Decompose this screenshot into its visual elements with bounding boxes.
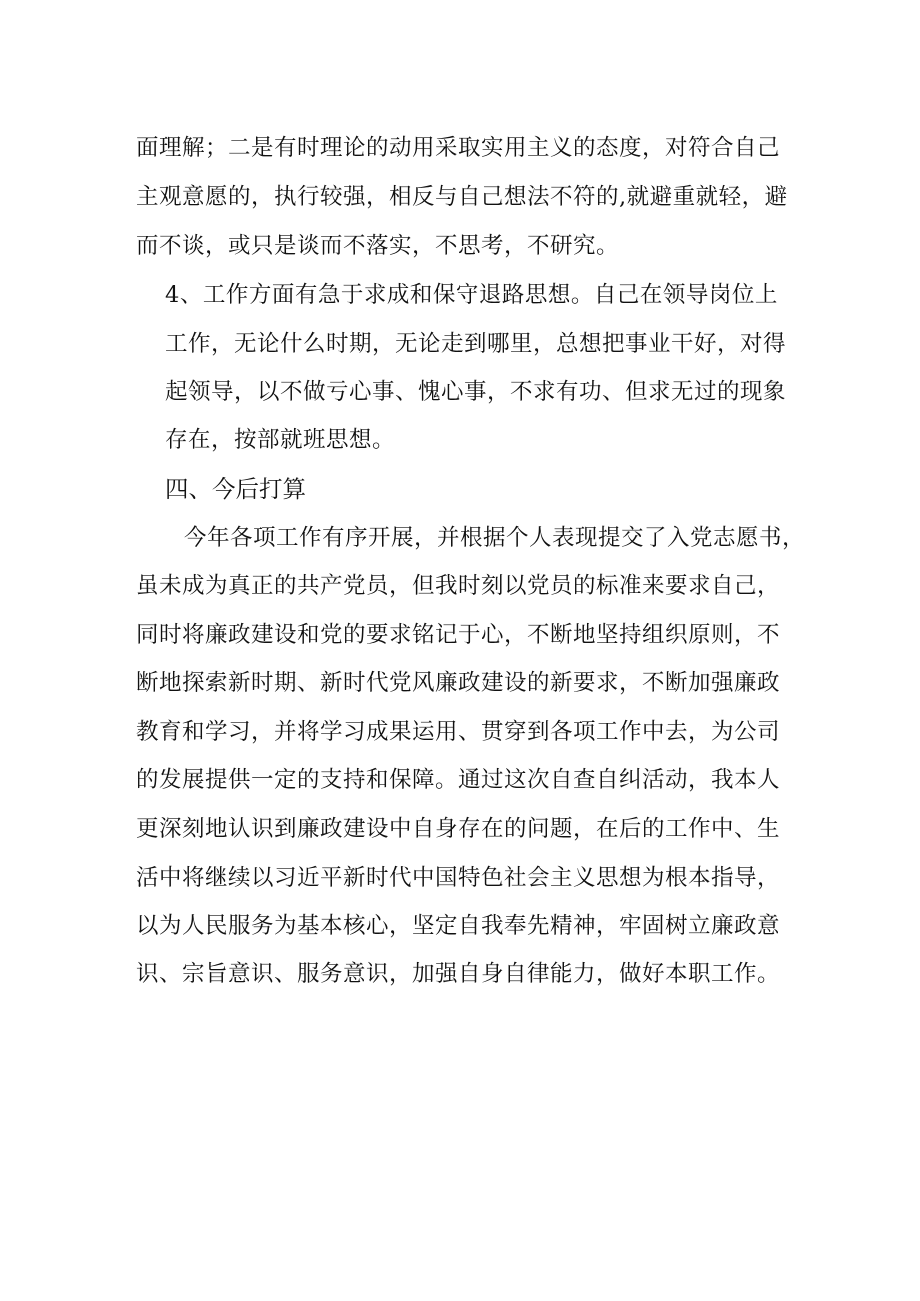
paragraph-line: 断地探索新时期、新时代党风廉政建设的新要求，不断加强廉政 xyxy=(136,670,781,696)
paragraph-line: 同时将廉政建设和党的要求铭记于心，不断地坚持组织原则，不 xyxy=(136,622,781,648)
paragraph-line: 教育和学习，并将学习成果运用、贯穿到各项工作中去，为公司 xyxy=(136,719,781,745)
paragraph-line: 面理解；二是有时理论的动用采取实用主义的态度，对符合自己 xyxy=(136,135,781,161)
section-4-heading: 四、今后打算 xyxy=(165,475,306,503)
paragraph-line: 更深刻地认识到廉政建设中自身存在的问题，在后的工作中、生 xyxy=(136,816,781,842)
paragraph-line: 工作，无论什么时期，无论走到哪里，总想把事业干好，对得 xyxy=(165,331,787,357)
paragraph-line: 活中将继续以习近平新时代中国特色社会主义思想为根本指导， xyxy=(136,865,781,891)
paragraph-line: 的发展提供一定的支持和保障。通过这次自查自纠活动，我本人 xyxy=(136,767,781,793)
paragraph-line: 4、工作方面有急于求成和保守退路思想。自己在领导岗位上 xyxy=(165,282,778,308)
paragraph-line: 而不谈，或只是谈而不落实，不思考，不研究。 xyxy=(136,233,620,259)
paragraph-line: 存在，按部就班思想。 xyxy=(165,427,396,453)
paragraph-line: 起领导，以不做亏心事、愧心事，不求有功、但求无过的现象 xyxy=(165,379,787,405)
paragraph-line: 识、宗旨意识、服务意识，加强自身自律能力，做好本职工作。 xyxy=(136,961,781,987)
paragraph-line: 以为人民服务为基本核心，坚定自我奉先精神，牢固树立廉政意 xyxy=(136,913,781,939)
paragraph-line: 虽未成为真正的共产党员，但我时刻以党员的标准来要求自己， xyxy=(136,573,781,599)
paragraph-line: 主观意愿的，执行较强，相反与自己想法不符的,就避重就轻，避 xyxy=(136,184,788,210)
paragraph-line: 今年各项工作有序开展，并根据个人表现提交了入党志愿书， xyxy=(184,525,806,551)
